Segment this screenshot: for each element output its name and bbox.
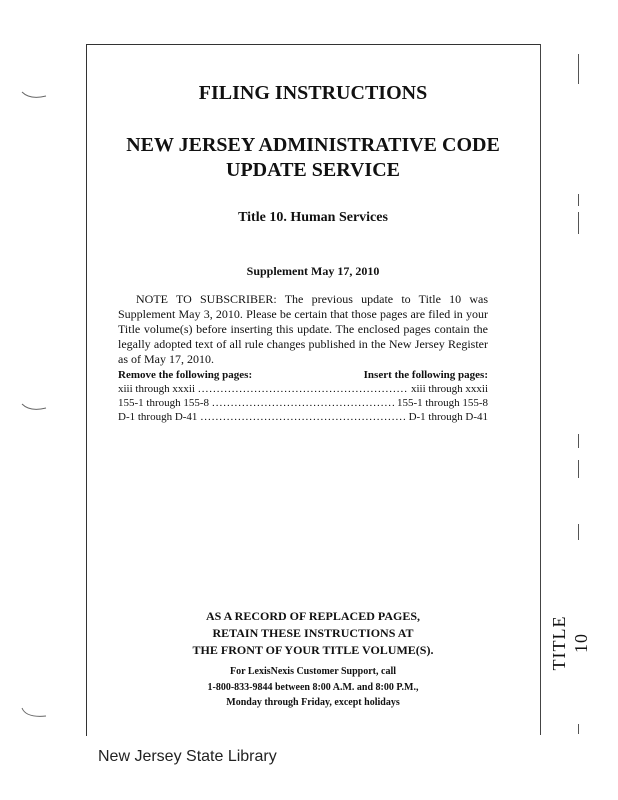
- record-notice-line-2: RETAIN THESE INSTRUCTIONS AT: [212, 626, 414, 640]
- remove-cell: xiii through xxxii: [118, 383, 195, 395]
- punch-hole-mark-icon: [20, 400, 50, 414]
- pages-table: [118, 368, 488, 424]
- tab-label: TITLE 10: [549, 615, 591, 671]
- insert-header: Insert the following pages:: [363, 369, 488, 381]
- insert-cell: D-1 through D-41: [408, 411, 488, 423]
- page-title: FILING INSTRUCTIONS: [198, 82, 428, 104]
- record-notice-line-3: THE FRONT OF YOUR TITLE VOLUME(S).: [192, 643, 434, 657]
- subtitle-line-1: NEW JERSEY ADMINISTRATIVE CODE: [126, 134, 500, 156]
- table-row: [118, 396, 488, 410]
- table-row: [118, 382, 488, 396]
- punch-hole-mark-icon: [20, 706, 50, 720]
- punch-hole-mark-icon: [20, 88, 50, 102]
- pages-table-header: [118, 368, 488, 382]
- insert-cell: 155-1 through 155-8: [396, 397, 488, 409]
- support-phone: 1-800-833-9844 between 8:00 A.M. and 8:00 P.M.,: [207, 682, 419, 693]
- leader-dots: [198, 382, 408, 396]
- library-stamp: New Jersey State Library: [98, 748, 277, 765]
- section-title: Title 10. Human Services: [238, 210, 388, 225]
- subscriber-note: NOTE TO SUBSCRIBER: The previous update to Title 10 was Supplement May 3, 2010. Please be certain that those pages are filed in your Title volume(s) before inserting this update. The enclosed pages contain the legally adopted text of all rule changes published in the New Jersey Register as of May 17, 2010.: [118, 292, 488, 366]
- supplement-date: Supplement May 17, 2010: [246, 264, 380, 278]
- table-row: [118, 410, 488, 424]
- leader-dots: [212, 396, 394, 410]
- support-line-1: For LexisNexis Customer Support, call: [229, 666, 396, 677]
- subtitle-line-2: UPDATE SERVICE: [226, 159, 400, 181]
- remove-header: Remove the following pages:: [118, 369, 253, 381]
- remove-cell: 155-1 through 155-8: [118, 397, 210, 409]
- remove-cell: D-1 through D-41: [118, 411, 198, 423]
- record-notice-line-1: AS A RECORD OF REPLACED PAGES,: [205, 609, 421, 623]
- insert-cell: xiii through xxxii: [411, 383, 488, 395]
- leader-dots: [200, 410, 405, 424]
- support-hours: Monday through Friday, except holidays: [226, 697, 400, 708]
